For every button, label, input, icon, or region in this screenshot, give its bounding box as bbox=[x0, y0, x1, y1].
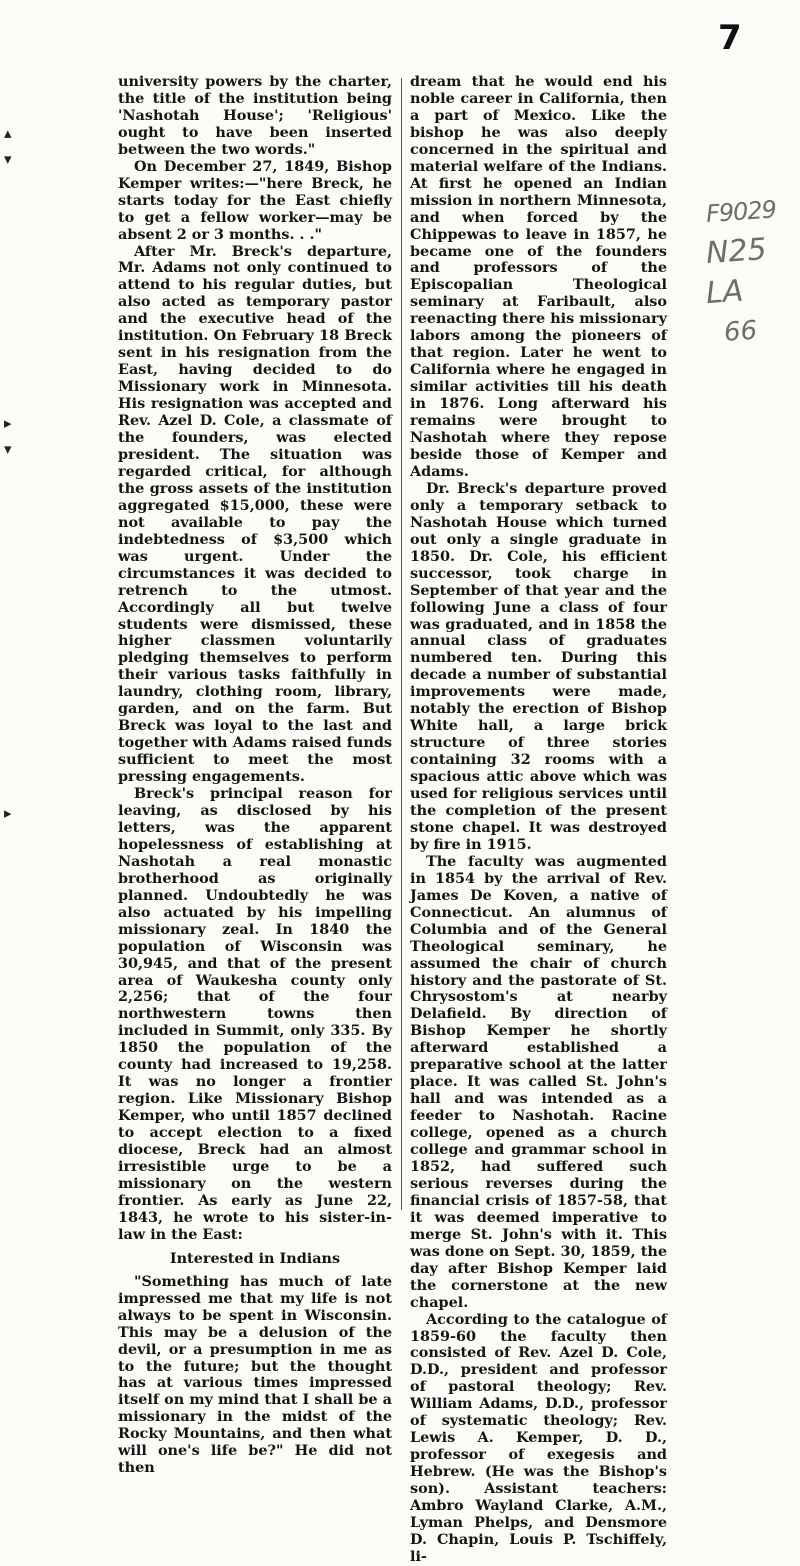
margin-note: LA bbox=[704, 273, 745, 312]
paragraph: "Something has much of late impressed me that my life is not always to be spent in Wisconsin. This may be a delusion of the devil, or a presumption in me as to the future; but the thought has at various times impressed itself on my mind that I shall be a missionary in the midst of the Rocky Mountains, and then what will one's life be?" He did not then bbox=[118, 1272, 392, 1477]
margin-note: F9029 bbox=[705, 195, 777, 229]
paragraph: The faculty was augmented in 1854 by the arrival of Rev. James De Koven, a native of Connecticut. An alumnus of Columbia and of the General Theological seminary, he assumed the chair of church history and the pastorate of St. Chrysostom's at nearby Delafield. By direction of Bishop Kemper he shortly afterward established a preparative school at the latter place. It was called St. John's hall and was intended as a feeder to Nashotah. Racine college, opened as a church college and grammar school in 1852, had suffered such serious reverses during the financial crisis of 1857-58, that it was deemed imperative to merge St. John's with it. This was done on Sept. 30, 1859, the day after Bishop Kemper laid the cornerstone at the new chapel. bbox=[410, 852, 667, 1311]
binding-mark-icon: ▾ bbox=[4, 440, 12, 458]
binding-mark-icon: ▸ bbox=[4, 804, 12, 822]
right-column bbox=[410, 74, 667, 1566]
column-divider bbox=[401, 78, 402, 1210]
margin-note: N25 bbox=[704, 231, 768, 272]
binding-mark-icon: ▸ bbox=[4, 414, 12, 432]
binding-mark-icon: ▴ bbox=[4, 124, 12, 142]
paragraph: university powers by the charter, the title of the institution being 'Nashotah House'; 'Religious' ought to have been inserted between the two words." bbox=[118, 73, 392, 158]
paragraph: According to the catalogue of 1859-60 the faculty then consisted of Rev. Azel D. Cole, D.D., president and professor of pastoral theology; Rev. William Adams, D.D., professor of systematic theology; Rev. Lewis A. Kemper, D. D., professor of exegesis and Hebrew. (He was the Bishop's son). Assistant teachers: Ambro Wayland Clarke, A.M., Lyman Phelps, and Densmore D. Chapin, Louis P. Tschiffely, li- bbox=[410, 1310, 667, 1565]
paragraph: Dr. Breck's departure proved only a temporary setback to Nashotah House which turned out only a single graduate in 1850. Dr. Cole, his efficient successor, took charge in September of that year and the following June a class of four was graduated, and in 1858 the annual class of graduates numbered ten. During this decade a number of substantial improvements were made, notably the erection of Bishop White hall, a large brick structure of three stories containing 32 rooms with a spacious attic above which was used for religious services until the completion of the present stone chapel. It was destroyed by fire in 1915. bbox=[410, 479, 667, 853]
handwritten-margin-notes bbox=[706, 192, 796, 352]
subheading: Interested in Indians bbox=[169, 1249, 341, 1267]
margin-note: 66 bbox=[723, 315, 759, 348]
paragraph: dream that he would end his noble career in California, then a part of Mexico. Like the bishop he was also deeply concerned in the spiritual and material welfare of the Indians. At first he opened an Indian mission in northern Minnesota, and when forced by the Chippewas to leave in 1857, he became one of the founders and professors of the Episcopalian Theological seminary at Faribault, also reenacting there his missionary labors among the pioneers of that region. Later he went to California where he engaged in similar activities till his death in 1876. Long afterward his remains were brought to Nashotah where they repose beside those of Kemper and Adams. bbox=[410, 73, 667, 480]
paragraph: On December 27, 1849, Bishop Kemper writes:—"here Breck, he starts today for the East chiefly to get a fellow worker—may be absent 2 or 3 months. . ." bbox=[118, 157, 392, 243]
paragraph: After Mr. Breck's departure, Mr. Adams not only continued to attend to his regular duties, but also acted as temporary pastor and the executive head of the institution. On February 18 Breck sent in his resignation from the East, having decided to do Missionary work in Minnesota. His resignation was accepted and Rev. Azel D. Cole, a classmate of the founders, was elected president. The situation was regarded critical, for although the gross assets of the institution aggregated $15,000, these were not available to pay the indebtedness of $3,500 which was urgent. Under the circumstances it was decided to retrench to the utmost. Accordingly all but twelve students were dismissed, these higher classmen voluntarily pledging themselves to perform their various tasks faithfully in laundry, clothing room, library, garden, and on the farm. But Breck was loyal to the last and together with Adams raised funds sufficient to meet the most pressing engagements. bbox=[118, 242, 392, 786]
binding-mark-icon: ▾ bbox=[4, 150, 12, 168]
page-number: 7 bbox=[718, 18, 742, 58]
left-column bbox=[118, 74, 392, 1477]
paragraph: Breck's principal reason for leaving, as disclosed by his letters, was the apparent hopelessness of establishing at Nashotah a real monastic brotherhood as originally planned. Undoubtedly he was also actuated by his impelling missionary zeal. In 1840 the population of Wisconsin was 30,945, and that of the present area of Waukesha county only 2,256; that of the four northwestern towns then included in Summit, only 335. By 1850 the population of the county had increased to 19,258. It was no longer a frontier region. Like Missionary Bishop Kemper, who until 1857 declined to accept election to a fixed diocese, Breck had an almost irresistible urge to be a missionary on the western frontier. As early as June 22, 1843, he wrote to his sister-in-law in the East: bbox=[118, 785, 392, 1243]
